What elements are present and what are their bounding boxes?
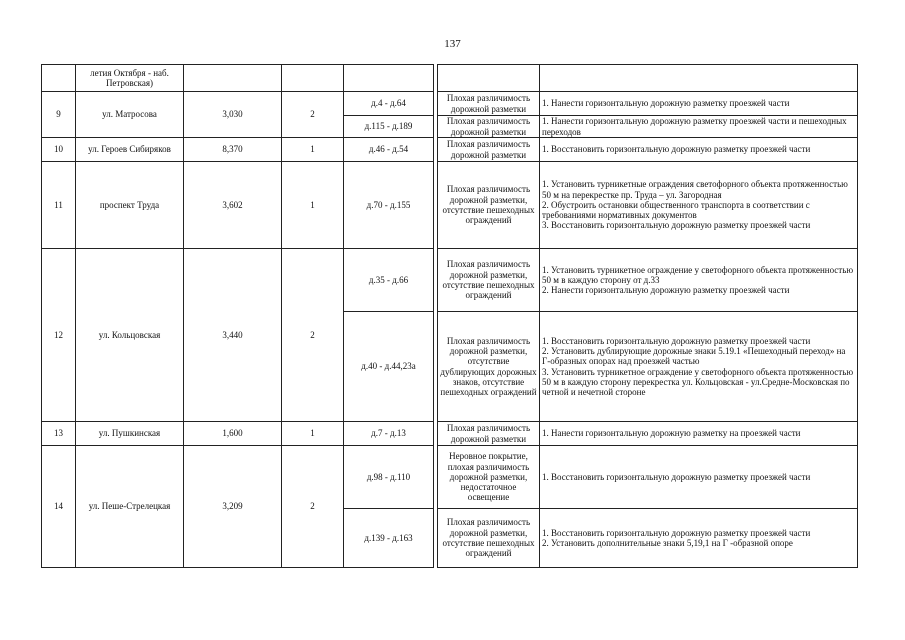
street-length: 3,030	[184, 92, 282, 138]
measures	[540, 92, 858, 116]
measure-item: 1. Установить турникетные ограждения светофорного объекта протяженностью 50 м на перекрестке пр. Труда – ул. Загородная	[542, 179, 848, 200]
lane-count: 1	[282, 138, 344, 162]
street-name: ул. Матросова	[76, 92, 184, 138]
house-range: д.115 - д.189	[344, 116, 434, 138]
house-range	[344, 65, 434, 92]
table-row	[42, 138, 858, 162]
house-range: д.7 - д.13	[344, 422, 434, 446]
road-safety-table	[41, 64, 858, 568]
house-range: д.46 - д.54	[344, 138, 434, 162]
lane-count: 2	[282, 446, 344, 568]
table-row	[42, 92, 858, 116]
measures	[540, 422, 858, 446]
row-number: 14	[42, 446, 76, 568]
lane-count: 2	[282, 249, 344, 422]
table-row	[42, 249, 858, 312]
lane-count: 2	[282, 92, 344, 138]
measure-item: 1. Установить турникетное ограждение у светофорного объекта протяженностью 50 м в каждую сторону от д.33	[542, 264, 854, 285]
table-row	[42, 446, 858, 509]
house-range: д.4 - д.64	[344, 92, 434, 116]
measure-item: 2. Установить дополнительные знаки 5,19,1 на Г -образной опоре	[542, 538, 793, 548]
measures	[540, 509, 858, 568]
measure-item: 3. Установить турникетное ограждение у светофорного объекта протяженностью 50 м в каждую сторону перекрестка ул. Кольцовская - ул.Средне-Московская по четной и нечетной стороне	[542, 366, 854, 398]
street-name: ул. Героев Сибиряков	[76, 138, 184, 162]
problem-description: Плохая различимость дорожной разметки	[438, 138, 540, 162]
measure-item: 3. Восстановить горизонтальную дорожную разметку проезжей части	[542, 220, 811, 231]
table-row	[42, 162, 858, 249]
house-range: д.70 - д.155	[344, 162, 434, 249]
measures	[540, 446, 858, 509]
street-length: 8,370	[184, 138, 282, 162]
lane-count	[282, 65, 344, 92]
row-number: 10	[42, 138, 76, 162]
street-name: ул. Пушкинская	[76, 422, 184, 446]
measures	[540, 162, 858, 249]
street-name: ул. Пеше-Стрелецкая	[76, 446, 184, 568]
measure-item: 2. Установить дублирующие дорожные знаки 5.19.1 «Пешеходный переход» на Г-образных опорах над проезжей частью	[542, 345, 846, 367]
street-name: летия Октября - наб. Петровская)	[76, 65, 184, 92]
problem-description: Неровное покрытие, плохая различимость дорожной разметки, недостаточное освещение	[438, 446, 540, 509]
problem-description: Плохая различимость дорожной разметки	[438, 116, 540, 138]
house-range: д.35 - д.66	[344, 249, 434, 312]
measures	[540, 65, 858, 92]
table-row	[42, 65, 858, 92]
row-number: 12	[42, 249, 76, 422]
measures	[540, 249, 858, 312]
problem-description: Плохая различимость дорожной разметки	[438, 92, 540, 116]
row-number: 11	[42, 162, 76, 249]
measure-item: 1. Нанести горизонтальную дорожную разметку проезжей части и пешеходных переходов	[542, 116, 847, 137]
measures	[540, 312, 858, 422]
house-range: д.40 - д.44,23а	[344, 312, 434, 422]
problem-description: Плохая различимость дорожной разметки	[438, 422, 540, 446]
measures	[540, 116, 858, 138]
street-length: 3,209	[184, 446, 282, 568]
measure-item: 2. Нанести горизонтальную дорожную разметку проезжей части	[542, 285, 790, 296]
street-length: 3,440	[184, 249, 282, 422]
problem-description: Плохая различимость дорожной разметки, отсутствие пешеходных ограждений	[438, 509, 540, 568]
measure-item: 1. Восстановить горизонтальную дорожную разметку проезжей части	[542, 144, 811, 155]
row-number: 13	[42, 422, 76, 446]
measure-item: 1. Восстановить горизонтальную дорожную разметку проезжей части	[542, 471, 811, 482]
measure-item: 1. Нанести горизонтальную дорожную разметку на проезжей части	[542, 428, 801, 439]
row-number	[42, 65, 76, 92]
problem-description	[438, 65, 540, 92]
measure-item: 1. Восстановить горизонтальную дорожную разметку проезжей части	[542, 335, 811, 346]
page-number: 137	[444, 38, 461, 50]
house-range: д.98 - д.110	[344, 446, 434, 509]
measures	[540, 138, 858, 162]
street-name: ул. Кольцовская	[76, 249, 184, 422]
house-range: д.139 - д.163	[344, 509, 434, 568]
problem-description: Плохая различимость дорожной разметки, отсутствие пешеходных ограждений	[438, 162, 540, 249]
lane-count: 1	[282, 162, 344, 249]
problem-description: Плохая различимость дорожной разметки, отсутствие дублирующих дорожных знаков, отсутствие пешеходных ограждений	[438, 312, 540, 422]
street-length: 3,602	[184, 162, 282, 249]
row-number: 9	[42, 92, 76, 138]
table-row	[42, 422, 858, 446]
street-length	[184, 65, 282, 92]
measure-item: 1. Нанести горизонтальную дорожную разметку проезжей части	[542, 98, 790, 109]
street-length: 1,600	[184, 422, 282, 446]
problem-description: Плохая различимость дорожной разметки, отсутствие пешеходных ограждений	[438, 249, 540, 312]
lane-count: 1	[282, 422, 344, 446]
measure-item: 1. Восстановить горизонтальную дорожную разметку проезжей части	[542, 527, 811, 538]
street-name: проспект Труда	[76, 162, 184, 249]
measure-item: 2. Обустроить остановки общественного транспорта в соответствии с требованиями нормативных документов	[542, 199, 810, 221]
